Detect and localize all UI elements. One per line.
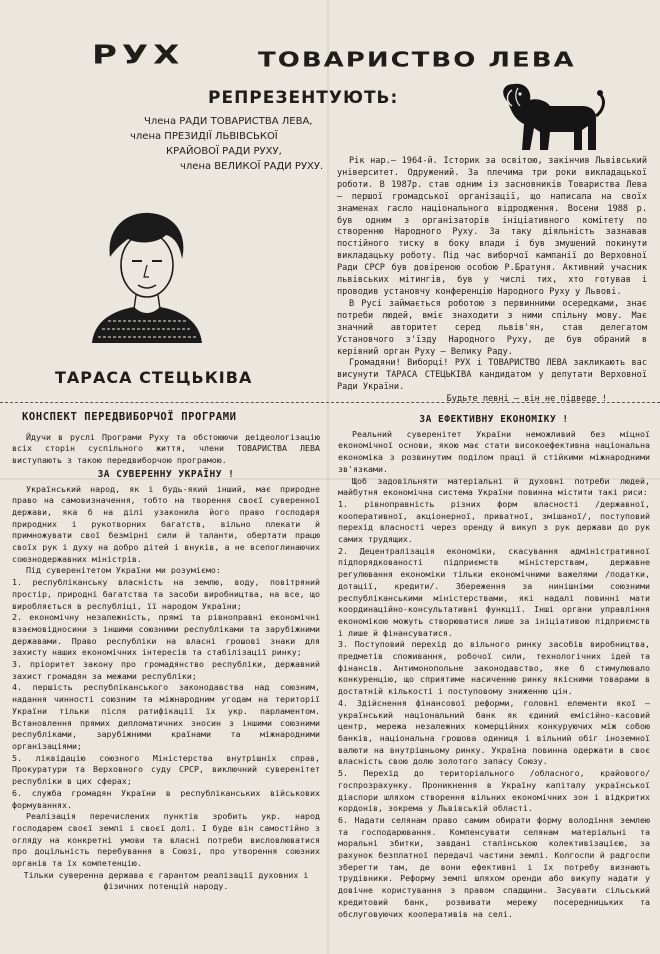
bio-paragraph: Рік нар.– 1964-й. Історик за освітою, закінчив Львівський університет. Одружений. За плечима три роки викладацької роботи. В 1987р. став одним із засновників Товариства Лева – першої громадської організації, що написала на своїх знаменах гасло національного відродження. Восени 1988 р. був одним з організаторів ініціативного комітету по створенню Народного Руху. За таку діяльність зазнавав постійного тиску в боку влади і був змушений покинути викладацьку роботу. Під час виборчої кампанії до Верховної Ради СРСР був довіреною особою Р.Братуня. Активний учасник львівських мітингів, був у числі тих, хто готував і проводив установчу конференцію Народного Руху у Львові. [337,156,647,297]
candidate-roles [130,114,324,174]
program-column-right [338,412,650,920]
program-intro: Йдучи в руслі Програми Руху та обстоюючи деідеологізацію всіх сторін суспільного життя, члени ТОВАРИСТВА ЛЕВА виступають з такою передвиборчою програмою. [12,431,320,466]
candidate-biography [337,156,647,406]
section-heading-economy: ЗА ЕФЕКТИВНУ ЕКОНОМІКУ ! [419,414,569,425]
program-list-item: 3. пріоритет закону про громадянство республіки, державний захист громадян за межами республіки; [12,659,320,681]
program-list-item: 5. ліквідацію союзного Міністерства внутрішніх справ, Прокуратури та Верховного суду СРСР, виключний суверенітет республіки в цих сферах; [12,752,320,787]
section-heading-sovereignty: ЗА СУВЕРЕННУ УКРАЇНУ ! [97,468,235,480]
lion-logo-icon [490,80,610,160]
header-tovarystvo-leva: ТОВАРИСТВО ЛЕВА [258,48,576,72]
program-list-item: 6. служба громадян України в республіканських військових формуваннях. [12,787,320,810]
program-paragraph: Реалізація перечислених пунктів зробить укр. народ господарем своєї землі і своєї долі. І буде він самостійно з огляду на конкретні умови та власні потреби висловлюватися про доцільність перебування в Союзі, про утворення союзних органів та їх компетенцію. [12,811,320,869]
program-paragraph: Під суверенітетом України ми розуміємо: [26,565,221,576]
role-line: Члена РАДИ ТОВАРИСТВА ЛЕВА, [144,116,313,127]
program-list-item: 5. Перехід до територіального /обласного, крайового/ госпрозрахунку. Проникнення в Україну капіталу української діаспори шляхом створення вільних економічних зон і відкритих кордонів, зокрема у Львівській області. [338,768,650,814]
candidate-name: ТАРАСА СТЕЦЬКІВА [55,368,253,387]
program-list-item: 3. Поступовий перехід до вільного ринку засобів виробництва, предметів споживання, робочої сили, технологічних ідей та фінансів. Антимонопольне законодавство, яке б стимулювало конкуренцію, що сприятиме насиченню ринку якісними товарами в достатній кількості і поступовому зниженню цін. [338,639,650,697]
program-paragraph: Реальний суверенітет України неможливий без міцної економічної основи, якою має стати високоефективна національна економіка з розвинутим поділом праці й стійкими міжнародними зв'язками. [338,428,650,474]
bio-paragraph: В Русі займається роботою з первинними осередками, знає потреби людей, вміє знаходити з ними спільну мову. Має значний авторитет серед львів'ян, став делегатом Установчого з'їзду Народного Руху, де був обраний в керівний орган Руху – Велику Раду. [337,298,647,357]
role-line: КРАЙОВОЇ РАДИ РУХУ, [166,146,282,157]
program-list-item: 6. Надати селянам право самим обирати форму володіння землею та господарювання. Компенсувати селянам матеріальні та моральні збитки, завдані сталінською колективізацією, за рахунок безплатної передачі частини землі. Колгоспи й радгоспи зберегти там, де вони ефективні і їх потребу визнають трудівники. Реформу землі шляхом оренди або викупу надати у довічне користування з правом спадщини. Засувати сільський кредитовий банк, розвивати мережу посередницьких та обслуговуючих кооперативів на селі. [338,814,650,919]
program-paragraph: Щоб задовільняти матеріальні й духовні потреби людей, майбутня економічна система України повинна містити такі риси: [338,475,650,498]
header-ruh: РУХ [92,40,185,70]
role-line: члена ВЕЛИКОЇ РАДИ РУХУ. [180,161,324,172]
bio-closing-line: Будьте певні – він не підведе ! [446,394,607,405]
program-list-item: 1. рівноправність різних форм власності /державної, кооперативної, акціонерної, приватної, змішаної/, поступовий перехід власності через оренду й викуп з рук держави до рук самих трудящих. [338,498,650,545]
program-list-item: 1. республіканську власність на землю, воду, повітряний простір, природні багатства та засоби виробництва, на все, що виробляється в республіці, її народом України; [12,577,320,611]
candidate-portrait-icon [88,205,206,343]
section-divider [0,402,660,404]
program-list-item: 2. економічну незалежність, прямі та рівноправні економічні взаємовідносини з іншими союзними республіками та зарубіжними державами. Право республіки на власні грошові знаки для захисту наших економічних інтересів та стабілізації ринку; [12,612,320,658]
program-paragraph: Український народ, як і будь-який інший, має природне право на самовизначення, тобто на творення своєї суверенної держави, яка б на ділі узаконила його право господаря природних і рукотворних багатств, вільно плекати й примножувати свої безмірні сили й таланти, обертати працю своїх рук і духу на добро дітей і внуків, а не всепоглинаючих союзнодержавних міністрів. [12,483,320,564]
program-closing: Тільки суверенна держава є гарантом реалізації духовних і фізичних потенцій народу. [23,869,309,892]
vertical-fold-line [327,0,329,954]
bio-paragraph: Громадяни! Виборці! РУХ і ТОВАРИСТВО ЛЕВА закликають вас висунути ТАРАСА СТЕЦЬКІВА кандидатом у депутати Верховної Ради України. [337,358,647,393]
header-represent: РЕПРЕЗЕНТУЮТЬ: [208,88,399,108]
role-line: члена ПРЕЗИДІЇ ЛЬВІВСЬКОЇ [130,131,278,142]
program-list-item: 4. Здійснення фінансової реформи, головні елементи якої – український національний банк як єдиний емісійно-касовий центр, мережа незалежних комерційних конкуруючих між собою банків, національна грошова одиниця і вільний обіг іноземної валюти на внутрішньому ринку. Україна повинна одержати в своє власність свою долю золотого запасу Союзу. [338,697,650,767]
program-list-item: 2. Децентралізація економіки, скасування адміністративної підпорядкованості підприємств міністерствам, державне регулювання економіки тільки економічними важелями /податки, дотації, кредити/. Збереження за нинішніми союзними республіканськими міністерствами, які надалі повинні мати координаційно-консультативні функції. Інші органи управління економікою можуть створюватися лише за ініціативою підприємств і лише й фінансуватися. [338,545,650,638]
program-list-item: 4. першість республіканського законодавства над союзним, надання чинності союзним та міжнародним угодам на території України тільки після ратифікації їх укр. парламентом. Встановлення прямих дипломатичних зносин з іншими союзними республіками, зарубіжними країнами та міжнародними організаціями; [12,682,320,751]
program-column-left [12,412,320,893]
program-title: КОНСПЕКТ ПЕРЕДВИБОРЧОЇ ПРОГРАМИ [22,411,237,423]
